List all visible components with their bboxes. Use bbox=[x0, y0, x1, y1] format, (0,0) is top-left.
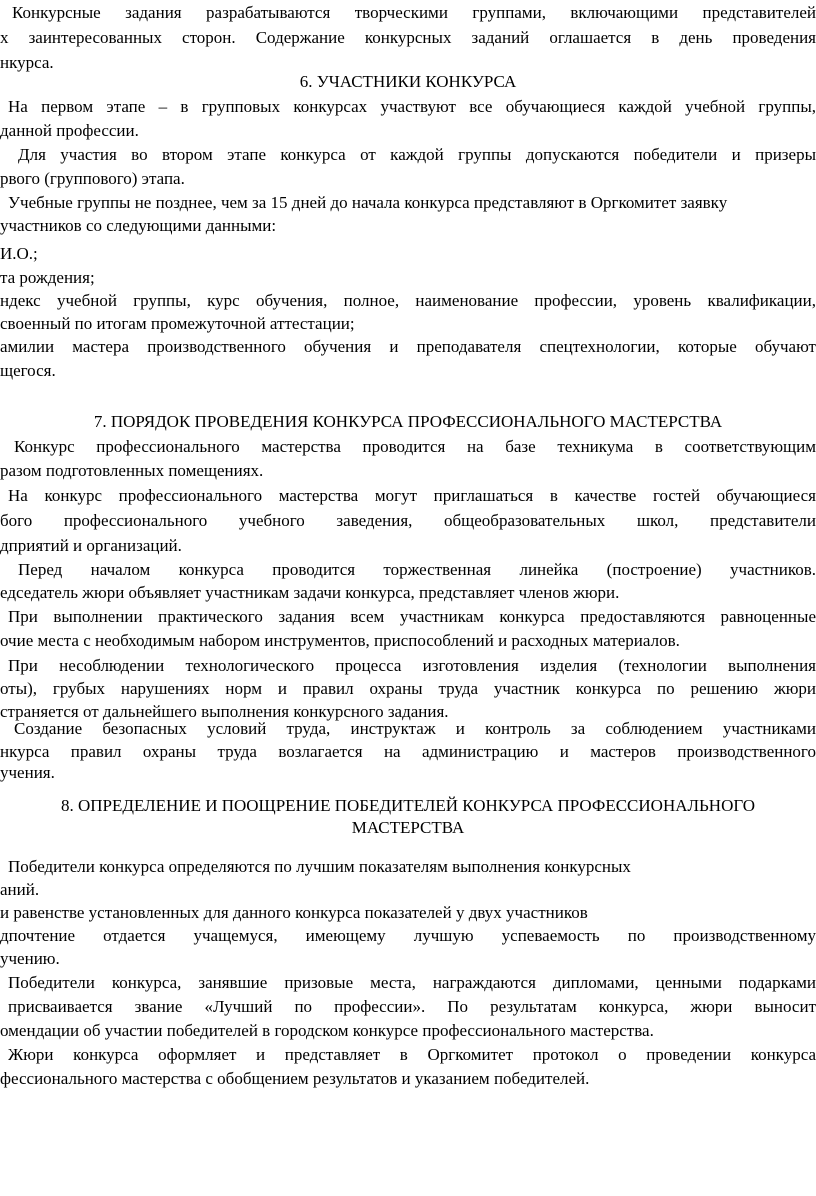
paragraph-line: При несоблюдении технологического процесса изготовления изделия (технологии выполнения bbox=[8, 656, 816, 675]
paragraph-line: На первом этапе – в групповых конкурсах участвуют все обучающиеся каждой учебной группы, bbox=[8, 97, 816, 116]
list-item: амилии мастера производственного обучения и преподавателя спецтехнологии, которые обучают bbox=[0, 337, 816, 356]
paragraph-line: учения. bbox=[0, 763, 55, 782]
list-item: та рождения; bbox=[0, 268, 95, 287]
paragraph-line: Победители конкурса определяются по лучшим показателям выполнения конкурсных bbox=[8, 857, 631, 876]
paragraph-line: рвого (группового) этапа. bbox=[0, 169, 185, 188]
paragraph-line: и равенстве установленных для данного конкурса показателей у двух участников bbox=[0, 903, 588, 922]
paragraph-line: Создание безопасных условий труда, инструктаж и контроль за соблюдением участниками bbox=[14, 719, 816, 738]
section-heading-8-continued: МАСТЕРСТВА bbox=[351, 818, 465, 837]
section-heading-8: 8. ОПРЕДЕЛЕНИЕ И ПООЩРЕНИЕ ПОБЕДИТЕЛЕЙ КОНКУРСА ПРОФЕССИОНАЛЬНОГО bbox=[60, 796, 756, 815]
list-item: И.О.; bbox=[0, 244, 38, 263]
paragraph-line: Учебные группы не позднее, чем за 15 дней до начала конкурса представляют в Оргкомитет заявку bbox=[8, 193, 728, 212]
paragraph-line: Конкурс профессионального мастерства проводится на базе техникума в соответствующим bbox=[14, 437, 816, 456]
paragraph-line: страняется от дальнейшего выполнения конкурсного задания. bbox=[0, 702, 449, 721]
paragraph-line: дприятий и организаций. bbox=[0, 536, 182, 555]
paragraph-line: Жюри конкурса оформляет и представляет в Оргкомитет протокол о проведении конкурса bbox=[8, 1045, 816, 1064]
paragraph-line: бого профессионального учебного заведения, общеобразовательных школ, представители bbox=[0, 511, 816, 530]
paragraph-line: нкурса правил охраны труда возлагается на администрацию и мастеров производственного bbox=[0, 742, 816, 761]
paragraph-line: данной профессии. bbox=[0, 121, 139, 140]
list-item: ндекс учебной группы, курс обучения, полное, наименование профессии, уровень квалификации, bbox=[0, 291, 816, 310]
paragraph-line: очие места с необходимым набором инструментов, приспособлений и расходных материалов. bbox=[0, 631, 680, 650]
paragraph-line: Перед началом конкурса проводится торжественная линейка (построение) участников. bbox=[18, 560, 816, 579]
paragraph-line: разом подготовленных помещениях. bbox=[0, 461, 264, 480]
paragraph-line: х заинтересованных сторон. Содержание конкурсных заданий оглашается в день проведения bbox=[0, 28, 816, 47]
paragraph-line: На конкурс профессионального мастерства могут приглашаться в качестве гостей обучающиеся bbox=[8, 486, 816, 505]
paragraph-line: Конкурсные задания разрабатываются творческими группами, включающими представителей bbox=[12, 3, 816, 22]
paragraph-line: При выполнении практического задания всем участникам конкурса предоставляются равноценные bbox=[8, 607, 816, 626]
paragraph-line: присваивается звание «Лучший по профессии». По результатам конкурса, жюри выносит bbox=[8, 997, 816, 1016]
paragraph-line: Победители конкурса, занявшие призовые места, награждаются дипломами, ценными подарками bbox=[8, 973, 816, 992]
paragraph-line: аний. bbox=[0, 880, 40, 899]
paragraph-line: дпочтение отдается учащемуся, имеющему лучшую успеваемость по производственному bbox=[0, 926, 816, 945]
paragraph-line: участников со следующими данными: bbox=[0, 216, 277, 235]
paragraph-line: едседатель жюри объявляет участникам задачи конкурса, представляет членов жюри. bbox=[0, 583, 620, 602]
paragraph-line: омендации об участии победителей в городском конкурсе профессионального мастерства. bbox=[0, 1021, 654, 1040]
paragraph-line: Для участия во втором этапе конкурса от каждой группы допускаются победители и призеры bbox=[18, 145, 816, 164]
section-heading-6: 6. УЧАСТНИКИ КОНКУРСА bbox=[299, 72, 517, 91]
list-item: своенный по итогам промежуточной аттестации; bbox=[0, 314, 355, 333]
section-heading-7: 7. ПОРЯДОК ПРОВЕДЕНИЯ КОНКУРСА ПРОФЕССИОНАЛЬНОГО МАСТЕРСТВА bbox=[93, 412, 723, 431]
paragraph-line: нкурса. bbox=[0, 53, 54, 72]
list-item: щегося. bbox=[0, 361, 56, 380]
paragraph-line: фессионального мастерства с обобщением результатов и указанием победителей. bbox=[0, 1069, 590, 1088]
paragraph-line: оты), грубых нарушениях норм и правил охраны труда участник конкурса по решению жюри bbox=[0, 679, 816, 698]
paragraph-line: учению. bbox=[0, 949, 60, 968]
